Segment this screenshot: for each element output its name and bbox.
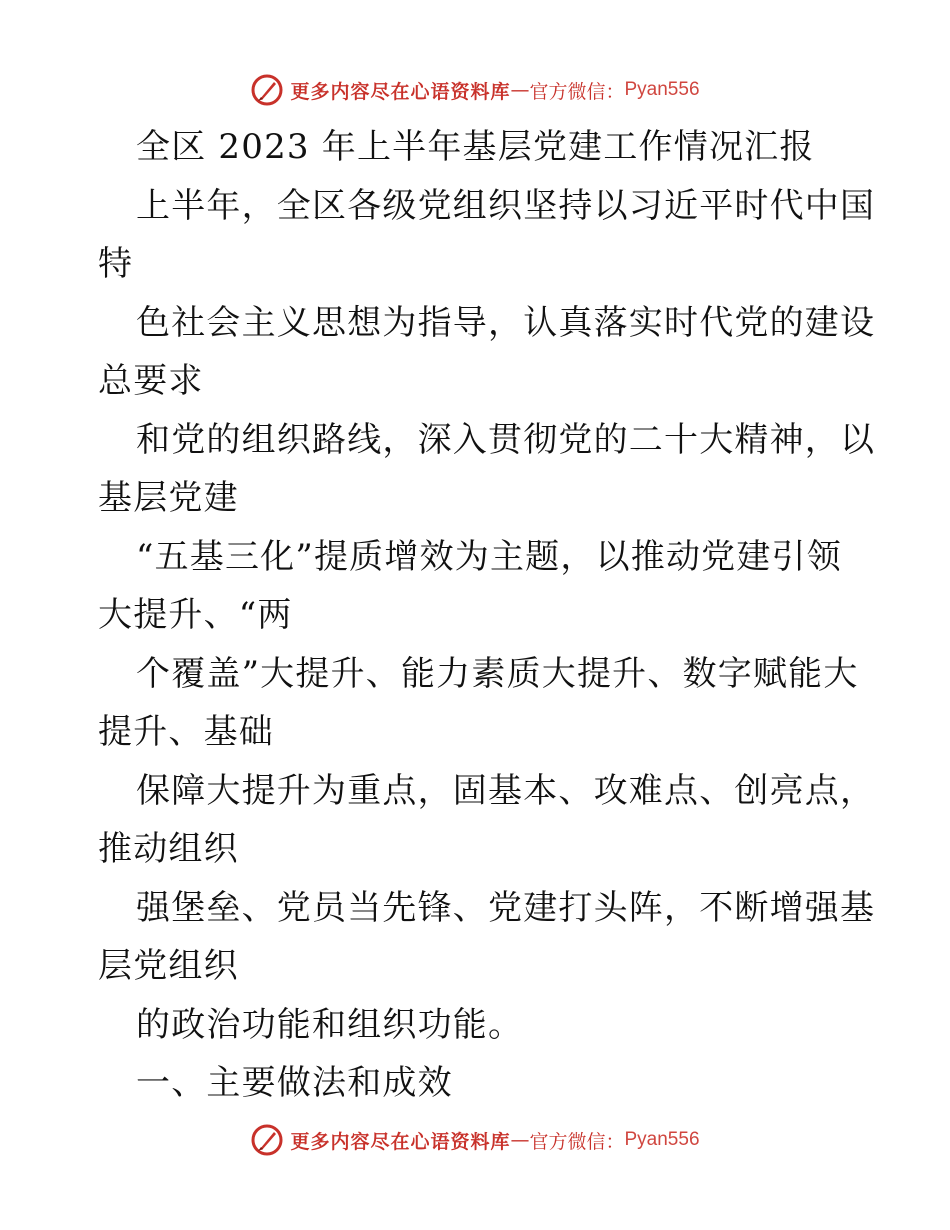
text-line: 层党组织 [98, 946, 239, 986]
text-line: 特 [98, 244, 134, 284]
text-line: 基层党建 [98, 478, 239, 518]
banner-separator: — [510, 1129, 530, 1151]
quill-logo-icon [250, 1123, 284, 1157]
text-line: 提升、基础 [98, 712, 274, 752]
banner-brand: 更多内容尽在心语资料库 [290, 1130, 511, 1153]
text-line: 大提升、“两 [98, 595, 293, 635]
text-line: 个覆盖”大提升、能力素质大提升、数字赋能大 [136, 653, 859, 694]
footer-banner [0, 1120, 950, 1160]
banner-wechat-id: Pyan556 [624, 1129, 700, 1150]
banner-wechat-id: Pyan556 [624, 79, 700, 100]
document-body [98, 118, 876, 1113]
banner-separator: — [510, 79, 530, 101]
document-title: 全区 2023 年上半年基层党建工作情况汇报 [136, 127, 815, 167]
section-heading: 一、主要做法和成效 [136, 1063, 453, 1103]
text-line: “五基三化”提质增效为主题，以推动党建引领 [136, 536, 842, 577]
text-line: 色社会主义思想为指导，认真落实时代党的建设 [136, 302, 876, 343]
text-line: 的政治功能和组织功能。 [136, 1004, 524, 1045]
text-line: 上半年，全区各级党组织坚持以习近平时代中国 [136, 185, 876, 226]
text-line: 和党的组织路线，深入贯彻党的二十大精神，以 [136, 419, 876, 460]
banner-brand: 更多内容尽在心语资料库 [290, 80, 511, 103]
quill-logo-icon [250, 73, 284, 107]
text-line: 强堡垒、党员当先锋、党建打头阵，不断增强基 [136, 887, 876, 928]
text-line: 保障大提升为重点，固基本、攻难点、创亮点， [136, 770, 876, 811]
text-line: 推动组织 [98, 829, 239, 869]
header-banner [0, 70, 950, 110]
text-line: 总要求 [98, 361, 204, 401]
banner-wechat-label: 官方微信： [529, 1130, 625, 1153]
banner-wechat-label: 官方微信： [529, 80, 625, 103]
